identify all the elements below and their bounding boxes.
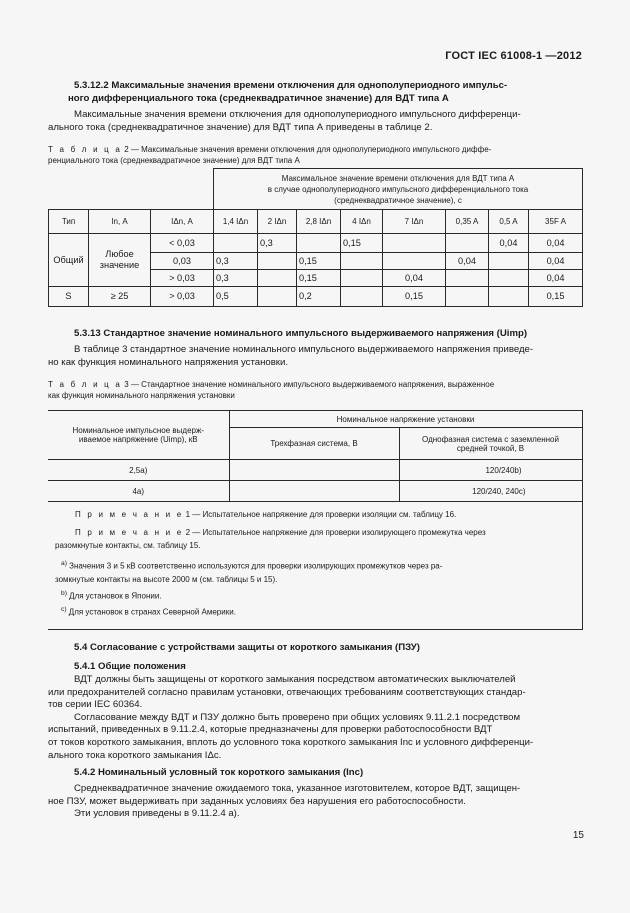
section-5-4-1-title: 5.4.1 Общие положения	[74, 661, 186, 672]
section-5-3-13-title: 5.3.13 Стандартное значение номинального импульсного выдерживаемого напряжения (Uimp)	[74, 328, 528, 339]
col-0-5a: 0,5 A	[489, 210, 529, 234]
table-2	[48, 168, 583, 307]
footnote-b: $^{b)}$ Для установок в Японии.	[61, 589, 162, 601]
table-row: 0,03 0,3 0,15 0,04 0,04	[49, 253, 583, 270]
type-common-cell: Общий	[49, 234, 89, 287]
body-line-2: ального тока (среднеквадратичное значение) для ВДТ типа А приведены в таблице 2.	[48, 121, 433, 133]
type-s-cell: S	[49, 287, 89, 307]
col-4-idn: 4 IΔn	[341, 210, 383, 234]
section-5-3-12-2-body	[48, 109, 588, 134]
table-row: Общий Любое значение < 0,03 0,3 0,15 0,04 0,04	[49, 234, 583, 253]
section-5-3-13-body: В таблице 3 стандартное значение номинального импульсного выдерживаемого напряжения приведе- но как функция номинального напряжения установки.	[48, 344, 534, 368]
section-5-4-2-title: 5.4.2 Номинальный условный ток короткого замыкания (Inc)	[74, 767, 364, 778]
col-2-idn: 2 IΔn	[258, 210, 297, 234]
col-type: Тип	[49, 210, 89, 234]
table-2-column-headers	[49, 210, 583, 234]
note-2: П р и м е ч а н и е 2 — Испытательное напряжение для проверки изолирующего промежутка через	[75, 527, 486, 537]
notes-row: П р и м е ч а н и е 1 — Испытательное напряжение для проверки изоляции см. таблицу 16. П р и м е ч а н и е 2 — Испытательное напряжение для проверки изолирующего промежутка через разомкнутые контакты, см. таблицу 15. $^{а)}$ Значения 3 и 5 кВ соответственно используются для проверки изолирующих промежутков через ра- зомкнутые контакты на высоте 2000 м (см. таблицы 5 и 15). $^{b)}$ Для установок в Японии. $^{c)}$ Для установок в странах Северной Америки.	[48, 502, 582, 630]
table-2-caption	[48, 144, 593, 166]
caption-line-1: 2 — Максимальные значения времени отключения для однополупериодного импульсного диффе-	[124, 145, 492, 154]
col-2-8-idn: 2,8 IΔn	[297, 210, 341, 234]
col-1-4-idn: 1,4 IΔn	[214, 210, 258, 234]
col-in: In, А	[89, 210, 151, 234]
standard-header: ГОСТ IEC 61008-1 —2012	[445, 50, 582, 62]
in-common-cell: Любое значение	[89, 234, 151, 287]
col-35fa: 35F A	[529, 210, 583, 234]
section-5-4-1-body: ВДТ должны быть защищены от короткого замыкания посредством автоматических выключателей или предохранителей согласно правилам установки, отвечающих требованиям соответствующих стандар- тов серии IEC 60364. Согласование между ВДТ и ПЗУ должно быть проверено при общих условиях 9.11.2.1 посредством испытаний, приведенных в 9.11.2.4, которые предназначены для проверки работоспособности ВДТ от токов короткого замыкания, вплоть до условного тока короткого замыкания Inc и условного дифференци- ального тока короткого замыкания IΔc.	[48, 674, 534, 761]
body-line-1: Максимальные значения времени отключения для однополупериодного импульсного дифференци-	[74, 109, 521, 120]
footnote-c: $^{c)}$ Для установок в странах Северной Америки.	[61, 605, 236, 617]
col-0-35a: 0,35 A	[446, 210, 489, 234]
section-5-4-2-body: Среднеквадратичное значение ожидаемого тока, указанное изготовителем, которое ВДТ, защищен- ное ПЗУ, может выдерживать при заданных условиях без нарушения его работоспособности. Эти условия приведены в 9.11.2.4 а).	[48, 783, 521, 820]
table-row: > 0,03 0,3 0,15 0,04 0,04	[49, 270, 583, 287]
footnote-a: $^{а)}$ Значения 3 и 5 кВ соответственно используются для проверки изолирующих промежутков через ра-	[61, 559, 443, 571]
table-3-caption: Т а б л и ц а 3 — Стандартное значение номинального импульсного выдерживаемого напряжения, выраженное как функция номинального напряжения установки	[48, 380, 495, 400]
col-7-idn: 7 IΔn	[383, 210, 446, 234]
table-3	[48, 410, 583, 630]
note-1: П р и м е ч а н и е 1 — Испытательное напряжение для проверки изоляции см. таблицу 16.	[75, 510, 457, 519]
table-2-group-header-row	[49, 169, 583, 210]
title-line-1: 5.3.12.2 Максимальные значения времени отключения для однополупериодного импульс-	[74, 80, 508, 91]
time-group-header: Максимальное значение времени отключения для ВДТ типа А в случае однополупериодного импульсного дифференциального тока (среднеквадратичное значение), с	[214, 169, 583, 210]
caption-word: Т а б л и ц а	[48, 145, 123, 154]
section-5-3-12-2-title	[68, 80, 588, 105]
section-5-4-title: 5.4 Согласование с устройствами защиты от короткого замыкания (ПЗУ)	[74, 642, 420, 653]
col-idn: IΔn, А	[151, 210, 214, 234]
single-phase-header: Однофазная система с заземленной средней точкой, В	[399, 428, 582, 460]
title-line-2: ного дифференциального тока (среднеквадратичное значение) для ВДТ типа А	[68, 92, 449, 104]
caption-line-2: ренциального тока (среднеквадратичное значение) для ВДТ типа А	[48, 156, 300, 165]
table-row: S ≥ 25 > 0,03 0,5 0,2 0,15 0,15	[49, 287, 583, 307]
rated-voltage-group-header: Номинальное напряжение установки	[229, 411, 582, 428]
uimp-header: Номинальное импульсное выдерж- иваемое напряжение (Uimp), кВ	[48, 411, 229, 460]
three-phase-header: Трехфазная система, В	[229, 428, 399, 460]
in-s-cell: ≥ 25	[89, 287, 151, 307]
table-row: 4а) 120/240, 240c)	[48, 481, 582, 502]
table-row: 2,5а) 120/240b)	[48, 460, 582, 481]
page-number: 15	[572, 830, 584, 841]
